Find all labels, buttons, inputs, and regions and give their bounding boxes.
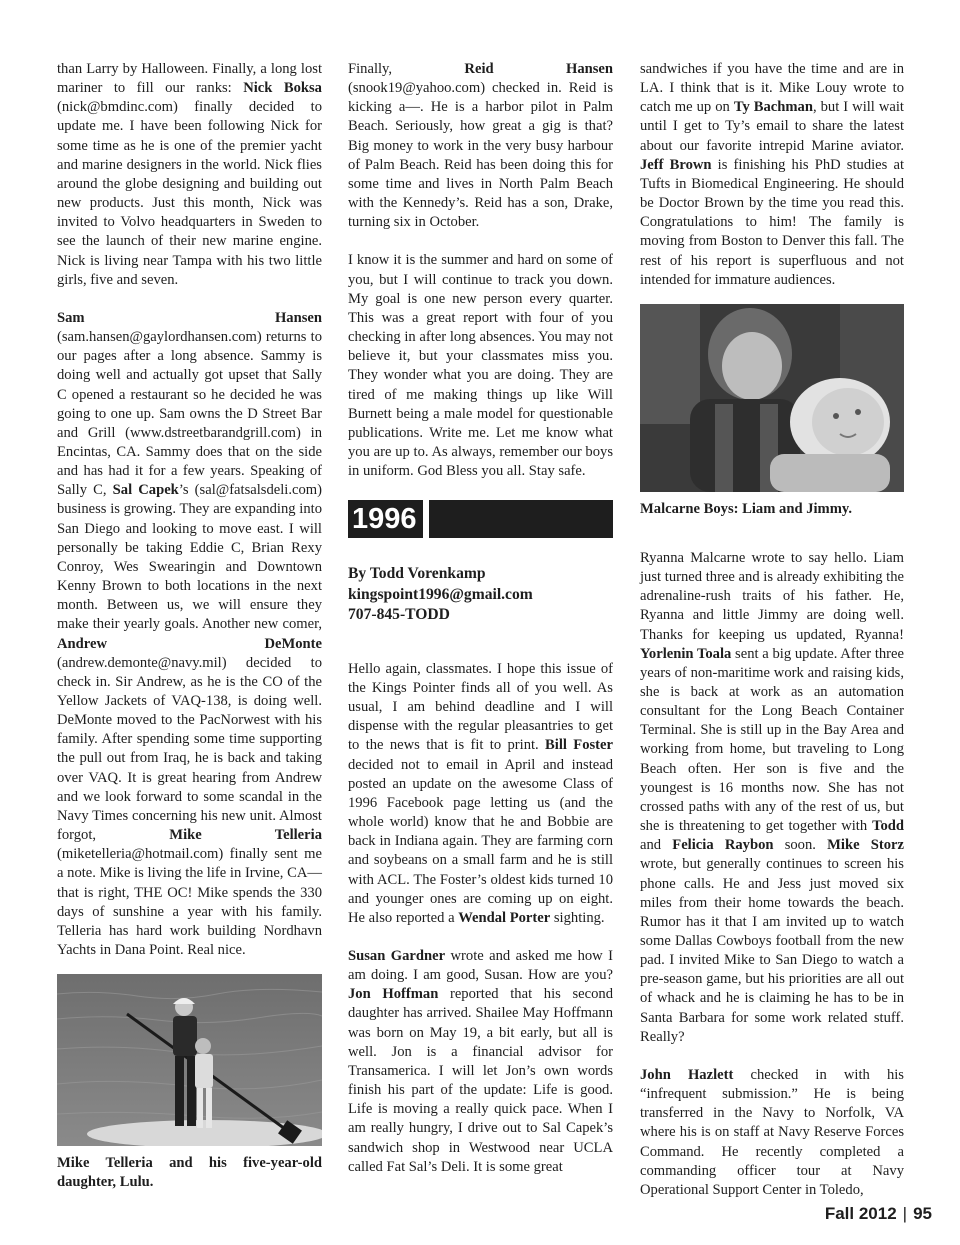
column-middle (348, 60, 613, 1177)
text: soon. (773, 837, 828, 854)
class-year-label: 1996 (348, 500, 423, 538)
name-bold: Mike Telleria (169, 827, 322, 844)
name-bold: Mike Storz (827, 837, 904, 854)
paragraph-reid-hansen (348, 60, 613, 232)
text: than Larry by Halloween. Finally, a long lost mariner to fill our ranks: (57, 61, 322, 97)
photo-caption: Malcarne Boys: Liam and Jimmy. (640, 500, 853, 517)
text: (andrew.demonte@navy.mil) decided to check in. Sir Andrew, as he is the CO of the Yellow Jackets of VAQ-138, is doing well. DeMonte moved to the PacNorwest with his family. After spending some time supporting the pull out from Iraq, he is back and taking over VAQ. It is great hearing from Andrew and we look forward to some scandal in the Navy Times concerning his new unit. Almost forgot, (57, 654, 322, 844)
photo-paddleboard (57, 974, 322, 1146)
text: , but I will wait until I get to Ty’s email to share the latest about our favorite intrepid Marine aviator. (640, 99, 904, 154)
class-year-banner (348, 500, 613, 538)
page-footer (825, 1204, 932, 1224)
banner-bar (429, 500, 613, 538)
text: reported that his second daughter has arrived. Shailee May Hoffmann was born on May 19, a bit early, but all is well. Jon is a financial advisor for Transamerica. I will let Jon’s own words finish his part of the update: Life is good. Life is moving a really quick pace. When I am really hungry, I drive out to Sal Capek’s sandwich shop in Westwood near UCLA called Fat Sal’s Deli. It is some great (348, 986, 614, 1175)
photo-caption: Mike Telleria and his five-year-old daughter, Lulu. (57, 1155, 322, 1191)
name-bold: Felicia Raybon (672, 837, 774, 854)
paragraph-john-hazlett (640, 1066, 904, 1200)
name-bold: Susan Gardner (348, 947, 446, 964)
text: (miketelleria@hotmail.com) finally sent me a note. Mike is living the life in Irvine, CA—that is right, THE OC! Mike spends the 330 days of sunshine a year with his family. Telleria has hard work building Nordhavn Yachts in Dana Point. Real nice. (57, 846, 322, 959)
text: (snook19@yahoo.com) checked in. Reid is kicking a—. He is a harbor pilot in Palm Beach. Seriously, how great a gig is that? Big money to work in the very busy harbour of Palm Beach. Reid has been doing this for some time and lives in North Palm Beach with the Kennedy’s. Reid has a son, Drake, turning six in October. (348, 80, 613, 231)
name-bold: Todd (872, 818, 904, 835)
paragraph-nick-boksa (57, 60, 322, 290)
photo-malcarne-boys (640, 304, 904, 492)
name-bold: Wendal Porter (458, 909, 551, 926)
byline (348, 564, 613, 626)
name-bold: Jeff Brown (640, 156, 712, 173)
text: (nick@bmdinc.com) finally decided to update me. I have been following Nick for some time as he is one of the premier yacht and marine designers in the world. Nick flies around the globe designing and building out new products. Just this month, Nick was invited to Volvo headquarters in Sweden to see the launch of their new marine engine. Nick is living near Tampa with his two little girls, five and seven. (57, 99, 322, 288)
paragraph-sam-hansen (57, 309, 322, 960)
column-right (640, 60, 904, 1200)
column-left (57, 60, 322, 1192)
paragraph-bill-foster (348, 660, 613, 928)
issue-label: Fall 2012 (824, 1204, 897, 1223)
text: is finishing his PhD studies at Tufts in Biomedical Engineering. He should be Doctor Brown by the time you read this. Congratulations to him! The family is moving from Boston to Denver this fall. The rest of his report is superfluous and not intended for immature audiences. (640, 156, 904, 288)
name-bold: Yorlenin Toala (640, 645, 732, 662)
footer-separator: | (902, 1204, 908, 1223)
text: and (640, 837, 673, 854)
paddleboard-image (57, 974, 322, 1146)
malcarne-boys-image (640, 304, 904, 492)
text: Ryanna Malcarne wrote to say hello. Liam just turned three and is already exhibiting the adrenaline-rush traits of his father. He, Ryanna and little Jimmy are doing well. Thanks for keeping us updated, Ryanna! (640, 549, 904, 643)
text: ’s (sal@fatsalsdeli.com) business is growing. They are expanding into San Diego and looking to move east. I will personally be taking Eddie C, Brian Rexy Conroy, Wes Swearingin and Downtown Kenny Brown to both locations in the next month. Between us, we will ensure they make their yearly goals. Another new comer, (57, 482, 322, 633)
text: Finally, (348, 61, 465, 77)
name-bold: Ty Bachman (733, 99, 813, 116)
text: Hello again, classmates. I hope this issue of the Kings Pointer finds all of you well. As usual, I am behind deadline and I will dispense with the regular pleasantries to get to the news that is fit to print. (348, 660, 613, 754)
byline-phone: 707-845-TODD (348, 606, 450, 624)
text: decided not to email in April and instead posted an update on the awesome Class of 1996 Facebook page letting us (and the whole world) know that he and Bobbie are back in Indiana again. They are farming corn and soybeans on a small farm and he is still with ACL. The Foster’s oldest kids turned 10 and younger ones are coming up on eight. He also reported a (348, 756, 613, 926)
paragraph-closing: I know it is the summer and hard on some of you, but I will continue to track you down. My goal is one new person every quarter. This was a great report with four of you checking in after long absences. You may not believe it, but your classmates miss you. They wonder what you are doing. They are tired of me making things up like Will Burnett being a male model for questionable publications. Write me. Let me know what you are up to. As always, remember our boys in uniform. God Bless you all. Stay safe. (348, 252, 613, 480)
name-bold: Sam Hansen (57, 309, 322, 326)
name-bold: Bill Foster (545, 737, 613, 754)
text: sighting. (550, 909, 605, 926)
paragraph-susan-gardner (348, 947, 613, 1177)
text: sandwiches if you have the time and are in LA. I think that is it. Mike Louy wrote to catch me up on (640, 61, 904, 116)
name-bold: Nick Boksa (243, 80, 322, 97)
name-bold: Reid Hansen (464, 61, 614, 77)
paragraph-ty-bachman (640, 60, 904, 290)
byline-email: kingspoint1996@gmail.com (348, 585, 533, 603)
name-bold: Jon Hoffman (348, 986, 439, 1003)
name-bold: John Hazlett (640, 1066, 734, 1083)
name-bold: Sal Capek (112, 482, 179, 499)
page-number: 95 (913, 1204, 932, 1223)
text: (sam.hansen@gaylordhansen.com) returns to our pages after a long absence. Sammy is doing well and actually got upset that Sally C opened a restaurant so he decided he was going to one up. Sam owns the D Street Bar and Grill (www.dstreetbarandgrill.com) in Encintas, CA. Sammy does that on the side and has had it for a few years. Speaking of Sally C, (57, 329, 322, 499)
text: checked in with his “infrequent submission.” He is being transferred in the Navy to Norfolk, VA where his is on staff at Navy Reserve Forces Command. He recently completed a commanding officer tour at Navy Operational Support Center in Toledo, (640, 1066, 904, 1198)
text: wrote and asked me how I am doing. I am good, Susan. How are you? (348, 947, 613, 984)
paragraph-ryanna-malcarne (640, 549, 904, 1047)
byline-name: By Todd Vorenkamp (348, 565, 486, 583)
text: sent a big update. After three years of non-maritime work and raising kids, she is back at work as an automation consultant for the Long Beach Container Terminal. She is still up in the Bay Area and working from home, but traveling to Long Beach often. Her son is five and the youngest is 16 months now. She has not crossed paths with any of the rest of us, but she is threatening to get together with (640, 645, 904, 835)
text: wrote, but generally continues to screen his phone calls. He and Jess just moved six miles from their home towards the beach. Rumor has it that I am invited up to watch some Dallas Cowboys football from the new pad. I invited Mike to San Diego to watch a pre-season game, but his priorities are all out of whack and he is claiming he has to be in Santa Barbara for some work related stuff. Really? (640, 856, 904, 1045)
name-bold: Andrew DeMonte (57, 635, 322, 652)
